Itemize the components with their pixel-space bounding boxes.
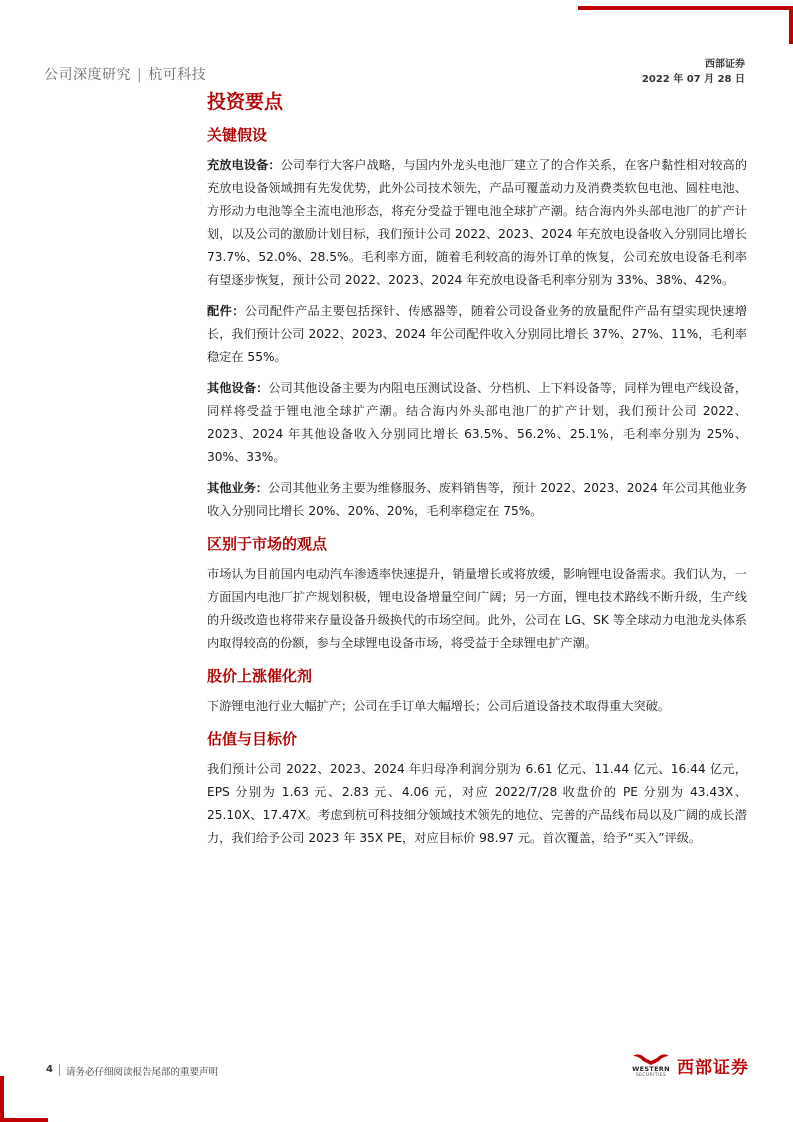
header-date: 2022 年 07 月 28 日	[641, 74, 745, 85]
paragraph-text: 公司其他设备主要为内阻电压测试设备、分档机、上下料设备等，同样为锂电产线设备，同样将受益于锂电池全球扩产潮。结合海内外头部电池厂的扩产计划，我们预计公司 2022、2023、2024 年其他设备收入分别同比增长 63.5%、56.2%、25.1%，毛利率分别为 25%、30%、33%。	[207, 381, 748, 464]
page-number: 4	[46, 1064, 53, 1075]
bull-icon	[631, 1052, 671, 1066]
header-separator: |	[137, 67, 143, 83]
header-report-type: 公司深度研究	[44, 67, 131, 83]
paragraph-text: 公司其他业务主要为维修服务、废料销售等，预计 2022、2023、2024 年公司其他业务收入分别同比增长 20%、20%、20%，毛利率稳定在 75%。	[207, 481, 748, 518]
section-title-valuation: 估值与目标价	[207, 730, 298, 748]
section-title-catalysts: 股价上涨催化剂	[207, 667, 313, 685]
footer-divider	[59, 1064, 60, 1076]
logo-mark	[631, 1052, 671, 1078]
corner-decoration-bottom-vertical	[0, 1076, 4, 1122]
header-report-info	[44, 64, 206, 84]
corner-decoration-bottom-horizontal	[0, 1118, 48, 1122]
paragraph-catalysts: 下游锂电池行业大幅扩产；公司在手订单大幅增长；公司后道设备技术取得重大突破。	[207, 699, 671, 713]
section-title-key-assumptions: 关键假设	[207, 126, 268, 144]
paragraph-lead: 配件：	[207, 304, 245, 318]
header-brand: 西部证券	[705, 59, 745, 70]
header-company: 杭可科技	[148, 67, 207, 83]
paragraph-text: 公司配件产品主要包括探针、传感器等，随着公司设备业务的放量配件产品有望实现快速增长，我们预计公司 2022、2023、2024 年公司配件收入分别同比增长 37%、27%、11%，毛利率稳定在 55%。	[207, 304, 748, 364]
brand-logo	[631, 1052, 749, 1078]
main-content	[207, 88, 747, 858]
paragraph-charge-discharge	[207, 154, 747, 292]
paragraph-market-view: 市场认为目前国内电动汽车渗透率快速提升，销量增长或将放缓，影响锂电设备需求。我们认为，一方面国内电池厂扩产规划积极，锂电设备增量空间广阔；另一方面，锂电技术路线不断升级，生产线的升级改造也将带来存量设备升级换代的市场空间。此外，公司在 LG、SK 等全球动力电池龙头体系内取得较高的份额，参与全球锂电设备市场，将受益于全球锂电扩产潮。	[207, 567, 747, 650]
logo-english-sub: SECURITIES	[635, 1073, 667, 1078]
paragraph-lead: 充放电设备：	[207, 158, 281, 172]
corner-decoration-top-vertical	[789, 6, 793, 44]
logo-english: WESTERN	[632, 1065, 670, 1073]
paragraph-valuation: 我们预计公司 2022、2023、2024 年归母净利润分别为 6.61 亿元、11.44 亿元、16.44 亿元，EPS 分别为 1.63 元、2.83 元、4.06 元，对应 2022/7/28 收盘价的 PE 分别为 43.43X、25.10X、17.47X。考虑到杭可科技细分领域技术领先的地位、完善的产品线布局以及广阔的成长潜力，我们给予公司 2023 年 35X PE，对应目标价 98.97 元。首次覆盖，给予“买入”评级。	[207, 762, 747, 845]
corner-decoration-top-horizontal	[578, 6, 793, 10]
paragraph-accessories	[207, 300, 747, 369]
footer-disclaimer: 请务必仔细阅读报告尾部的重要声明	[66, 1067, 219, 1078]
section-title-market-view: 区别于市场的观点	[207, 535, 328, 553]
paragraph-lead: 其他设备：	[207, 381, 269, 395]
paragraph-other-equipment	[207, 377, 747, 469]
paragraph-lead: 其他业务：	[207, 481, 268, 495]
paragraph-text: 公司奉行大客户战略，与国内外龙头电池厂建立了的合作关系，在客户黏性相对较高的充放电设备领域拥有先发优势，此外公司技术领先，产品可覆盖动力及消费类软包电池、圆柱电池、方形动力电池等全主流电池形态，将充分受益于锂电池全球扩产潮。结合海内外头部电池厂的扩产计划，以及公司的激励计划目标，我们预计公司 2022、2023、2024 年充放电设备收入分别同比增长 73.7%、52.0%、28.5%。毛利率方面，随着毛利较高的海外订单的恢复，公司充放电设备毛利率有望逐步恢复，预计公司 2022、2023、2024 年充放电设备毛利率分别为 33%、38%、42%。	[207, 158, 748, 287]
page-title: 投资要点	[207, 91, 284, 113]
logo-chinese: 西部证券	[677, 1057, 749, 1078]
paragraph-other-business	[207, 477, 747, 523]
